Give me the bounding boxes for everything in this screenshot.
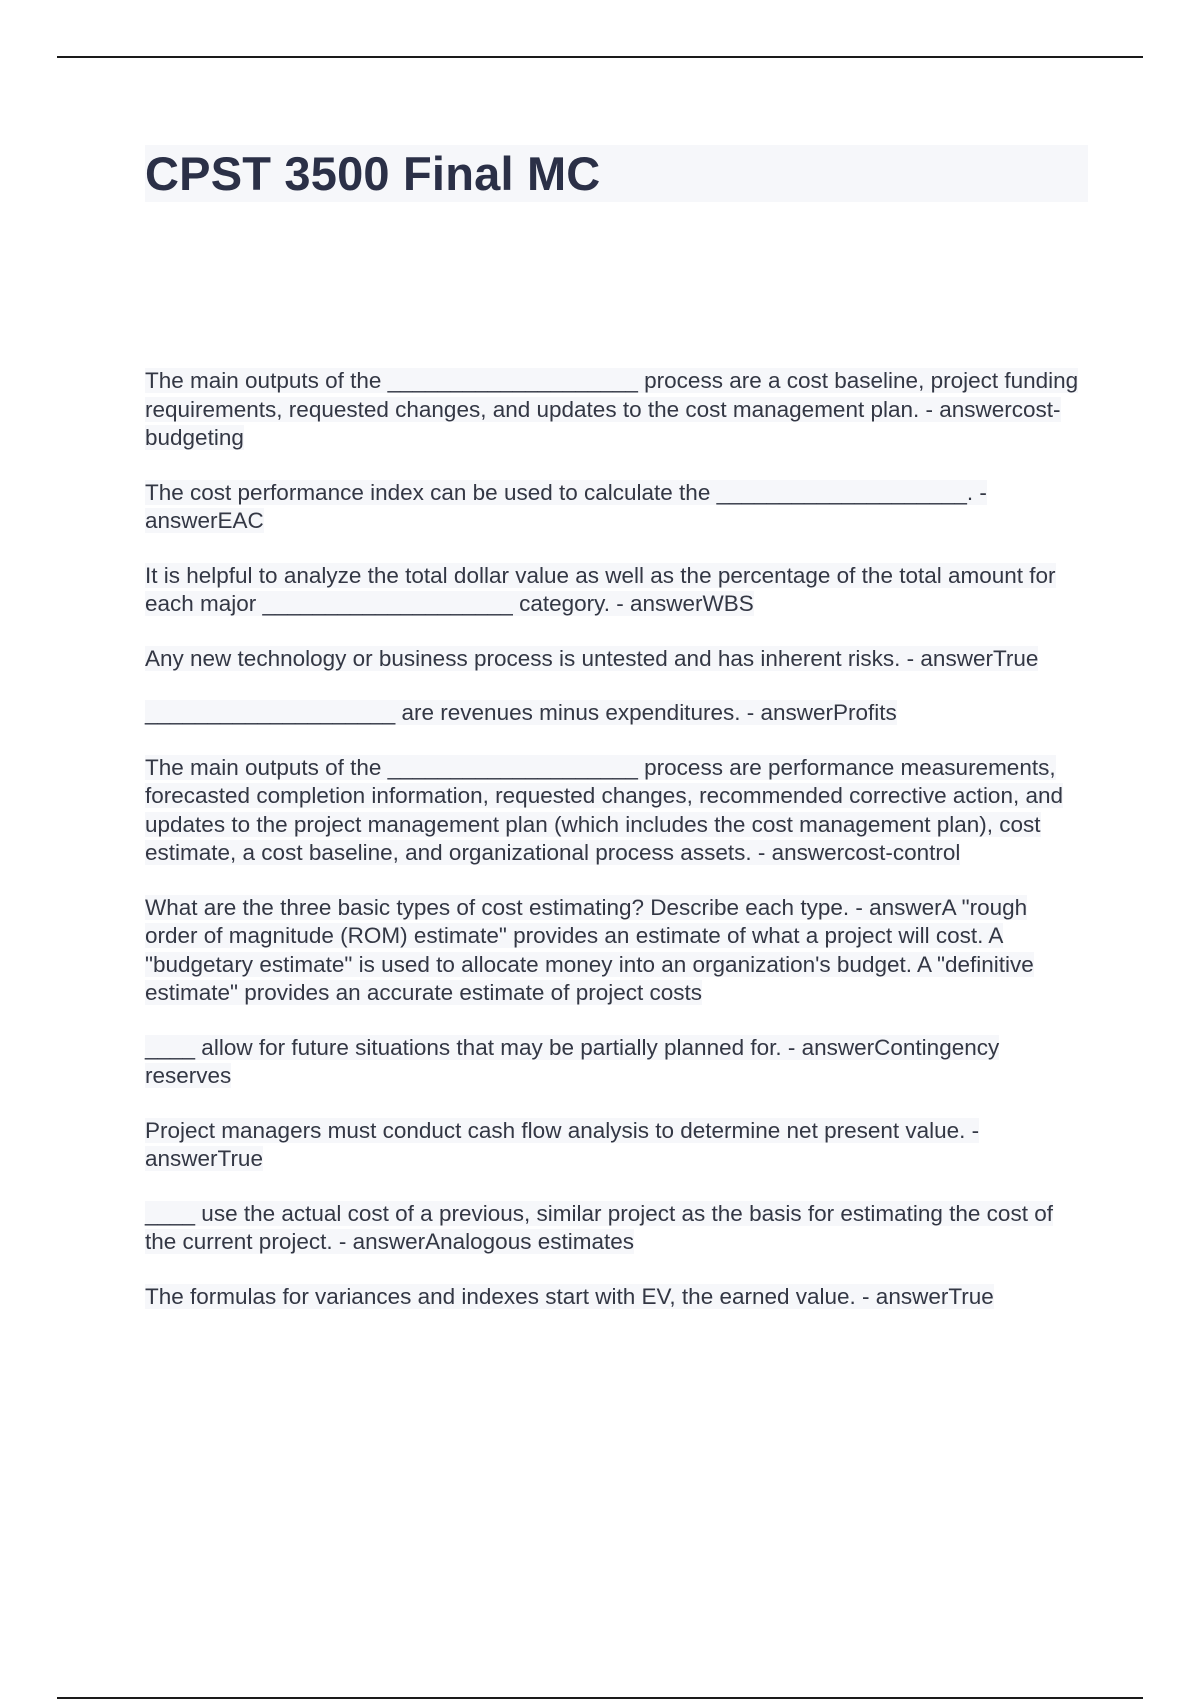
top-rule xyxy=(57,56,1143,58)
bottom-rule xyxy=(57,1697,1143,1699)
qa-item: Any new technology or business process is untested and has inherent risks. - answerTrue xyxy=(145,645,1039,671)
qa-item: ____________________ are revenues minus expenditures. - answerProfits xyxy=(145,700,897,725)
qa-item: The main outputs of the ____________________ process are performance measurements, forecasted completion information, requested changes, recommended corrective action, and updates to the project management plan (which includes the cost management plan), cost estimate, a cost baseline, and organizational process assets. - answercost-control xyxy=(145,754,1064,865)
qa-item: The formulas for variances and indexes start with EV, the earned value. - answerTrue xyxy=(145,1283,994,1309)
qa-item: Project managers must conduct cash flow analysis to determine net present value. - answerTrue xyxy=(145,1117,980,1171)
qa-item: The main outputs of the ____________________ process are a cost baseline, project funding requirements, requested changes, and updates to the cost management plan. - answercost-budgeting xyxy=(145,368,1079,450)
qa-item: The cost performance index can be used to calculate the ____________________. - answerEAC xyxy=(145,479,987,533)
qa-item: ____ use the actual cost of a previous, similar project as the basis for estimating the cost of the current project. - answerAnalogous estimates xyxy=(145,1200,1053,1254)
qa-item: ____ allow for future situations that may be partially planned for. - answerContingency reserves xyxy=(145,1034,1000,1088)
page-title: CPST 3500 Final MC xyxy=(145,147,601,200)
qa-item: It is helpful to analyze the total dollar value as well as the percentage of the total amount for each major ____________________ category. - answerWBS xyxy=(145,562,1056,616)
qa-list xyxy=(145,367,1085,1337)
qa-item: What are the three basic types of cost estimating? Describe each type. - answerA "rough order of magnitude (ROM) estimate" provides an estimate of what a project will cost. A "budgetary estimate" is used to allocate money into an organization's budget. A "definitive estimate" provides an accurate estimate of project costs xyxy=(145,894,1034,1005)
